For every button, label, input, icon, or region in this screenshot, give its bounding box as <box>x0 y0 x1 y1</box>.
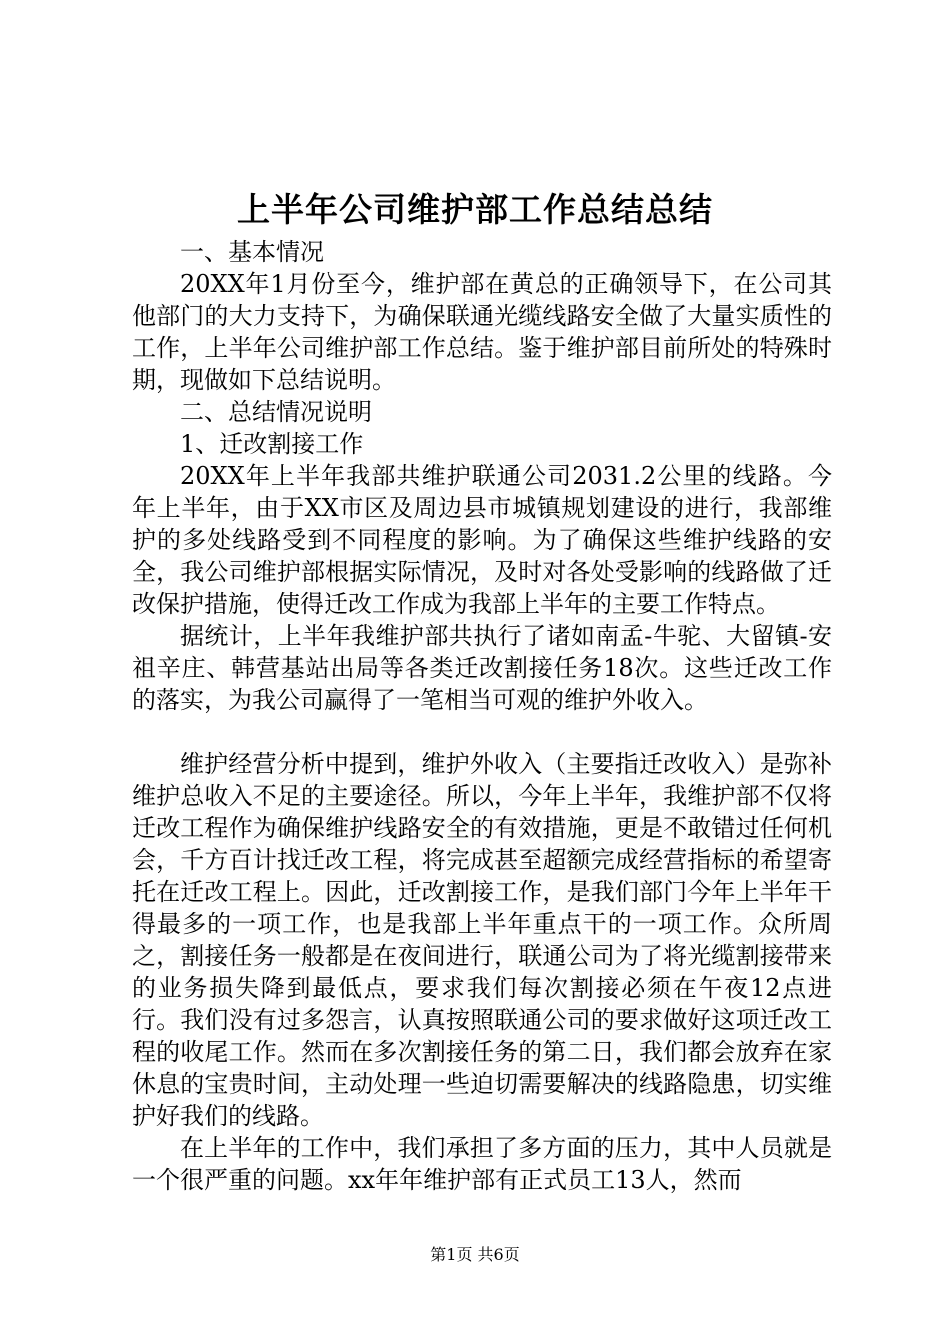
paragraph-business-analysis: 维护经营分析中提到，维护外收入（主要指迁改收入）是弥补维护总收入不足的主要途径。所以，今年上半年，我维护部不仅将迁改工程作为确保维护线路安全的有效措施，更是不敢错过任何机会，千方百计找迁改工程，将完成甚至超额完成经营指标的希望寄托在迁改工程上。因此，迁改割接工作，是我们部门今年上半年干得最多的一项工作，也是我部上半年重点干的一项工作。众所周之，割接任务一般都是在夜间进行，联通公司为了将光缆割接带来的业务损失降到最低点，要求我们每次割接必须在午夜12点进行。我们没有过多怨言，认真按照联通公司的要求做好这项迁改工程的收尾工作。然而在多次割接任务的第二日，我们都会放弃在家休息的宝贵时间，主动处理一些迫切需要解决的线路隐患，切实维护好我们的线路。 <box>132 750 832 1130</box>
document-title: 上半年公司维护部工作总结总结 <box>237 190 713 229</box>
document-body <box>132 236 832 1196</box>
subsection-heading-migration: 1、迁改割接工作 <box>180 430 364 458</box>
paragraph-line-maintenance: 20XX年上半年我部共维护联通公司2031.2公里的线路。今年上半年，由于XX市区及周边县市城镇规划建设的进行，我部维护的多处线路受到不同程度的影响。为了确保这些维护线路的安全，我公司维护部根据实际情况，及时对各处受影响的线路做了迁改保护措施，使得迁改工作成为我部上半年的主要工作特点。 <box>132 462 832 618</box>
paragraph-pressure: 在上半年的工作中，我们承担了多方面的压力，其中人员就是一个很严重的问题。xx年年维护部有正式员工13人，然而 <box>132 1134 832 1194</box>
paragraph-intro: 20XX年1月份至今，维护部在黄总的正确领导下，在公司其他部门的大力支持下，为确保联通光缆线路安全做了大量实质性的工作，上半年公司维护部工作总结。鉴于维护部目前所处的特殊时期，现做如下总结说明。 <box>132 270 832 394</box>
section-heading-basic: 一、基本情况 <box>180 238 324 266</box>
paragraph-statistics: 据统计，上半年我维护部共执行了诸如南孟-牛驼、大留镇-安祖辛庄、韩营基站出局等各类迁改割接任务18次。这些迁改工作的落实，为我公司赢得了一笔相当可观的维护外收入。 <box>132 622 832 714</box>
page-footer: 第1页 共6页 <box>430 1245 520 1264</box>
section-heading-summary: 二、总结情况说明 <box>180 398 372 426</box>
